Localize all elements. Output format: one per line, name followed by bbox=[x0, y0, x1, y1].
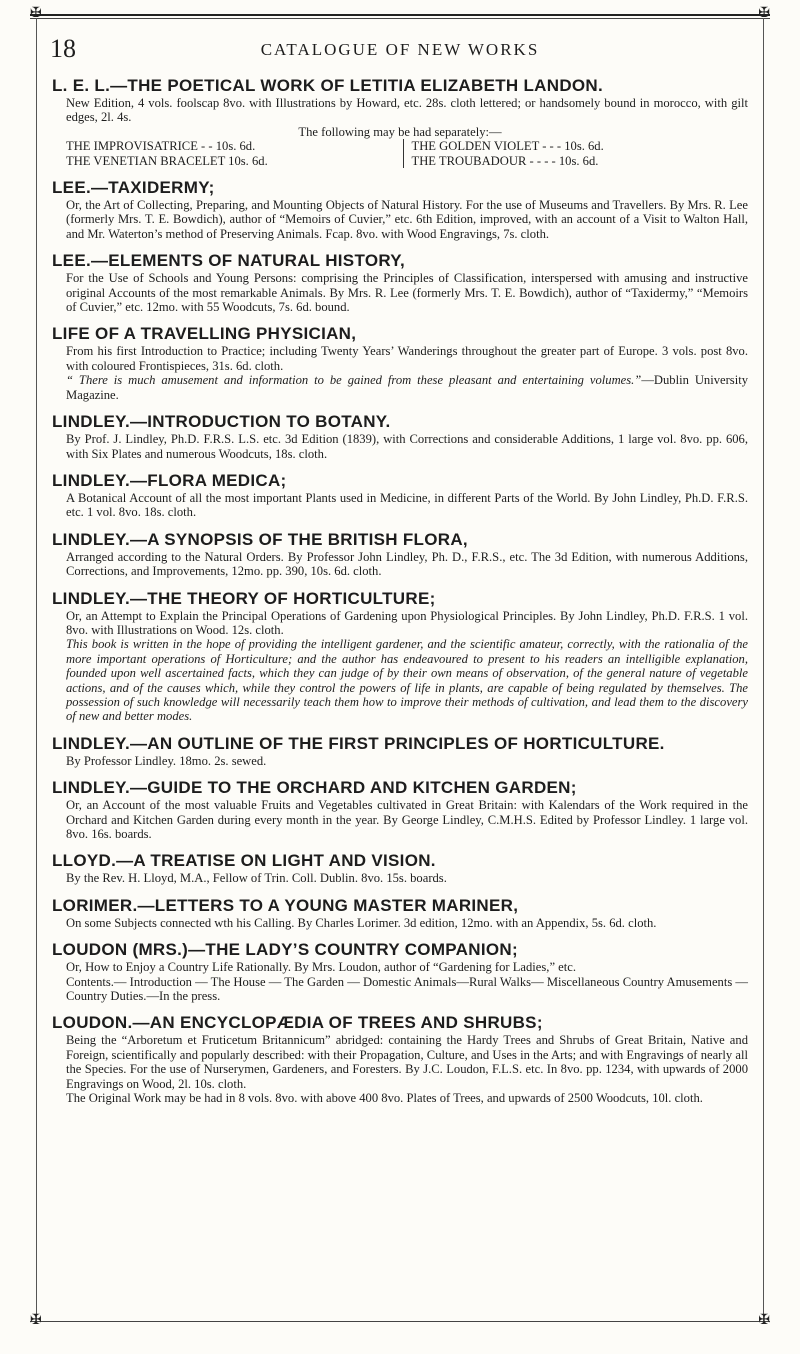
entry-heading: LINDLEY.—THE THEORY OF HORTICULTURE; bbox=[52, 588, 436, 608]
entry-description: Being the “Arboretum et Fruticetum Britannicum” abridged: containing the Hardy Trees and Shrubs of Great Britain, Native and Foreign, scientifically and popularly described: with their Propagation, Culture, and Uses in the Arts; and with Engravings of nearly all the Species. For the use of Nurserymen, Gardeners, and Foresters. By J.C. Loudon, F.L.S. etc. In 8vo. pp. 1234, with upwards of 2000 Engravings on Wood, 2l. 10s. cloth. bbox=[66, 1033, 748, 1091]
entry-heading: LEE.—ELEMENTS OF NATURAL HISTORY, bbox=[52, 251, 406, 271]
review-quote bbox=[66, 373, 748, 402]
quote-text: “ There is much amusement and information to be gained from these pleasant and entertaining volumes.” bbox=[66, 373, 642, 388]
catalogue-entry bbox=[52, 76, 748, 168]
entry-heading: LEE.—TAXIDERMY; bbox=[52, 178, 215, 198]
separately-title: The following may be had separately:— bbox=[298, 124, 502, 139]
entry-heading: LOUDON (MRS.)—THE LADY’S COUNTRY COMPANION; bbox=[52, 940, 518, 960]
top-border-inner-rule bbox=[30, 18, 770, 19]
entry-description: By the Rev. H. Lloyd, M.A., Fellow of Trin. Coll. Dublin. 8vo. 15s. boards. bbox=[66, 871, 447, 886]
separately-list bbox=[66, 139, 748, 168]
running-head: CATALOGUE OF NEW WORKS bbox=[260, 40, 540, 59]
entry-heading: LINDLEY.—A SYNOPSIS OF THE BRITISH FLORA, bbox=[52, 529, 468, 549]
entry-heading: LINDLEY.—INTRODUCTION TO BOTANY. bbox=[52, 412, 391, 432]
separate-item: THE TROUBADOUR - - - - 10s. 6d. bbox=[411, 153, 599, 168]
bottom-border-rule bbox=[30, 1321, 770, 1322]
entry-description: The Original Work may be had in 8 vols. 8vo. with above 400 8vo. Plates of Trees, and upwards of 2500 Woodcuts, 10l. cloth. bbox=[66, 1091, 703, 1106]
entry-description: On some Subjects connected wth his Calling. By Charles Lorimer. 3d edition, 12mo. with an Appendix, 5s. 6d. cloth. bbox=[66, 915, 657, 930]
catalogue-entry bbox=[52, 940, 748, 1003]
page-number: 18 bbox=[50, 34, 76, 63]
catalogue-entry bbox=[52, 851, 748, 885]
catalogue-entry bbox=[52, 1013, 748, 1105]
quote-source: —Dublin University Magazine. bbox=[66, 373, 748, 402]
catalogue-entry bbox=[52, 896, 748, 930]
catalogue-entry bbox=[52, 412, 748, 461]
entry-description: Or, the Art of Collecting, Preparing, and Mounting Objects of Natural History. For the use of Museums and Travellers. By Mrs. R. Lee (formerly Mrs. T. E. Bowdich), author of “Memoirs of Cuvier,” etc. 6th Edition, improved, with an account of a Visit to Walton Hall, and Mr. Waterton’s method of Preserving Animals. Fcap. 8vo. with Wood Engravings, 7s. cloth. bbox=[66, 198, 748, 241]
entry-description: Or, an Attempt to Explain the Principal Operations of Gardening upon Physiological Principles. By John Lindley, Ph.D. F.R.S. 1 vol. 8vo. with Illustrations on Wood. 12s. cloth. bbox=[66, 608, 748, 637]
entry-description: Or, How to Enjoy a Country Life Rationally. By Mrs. Loudon, author of “Gardening for Ladies,” etc. bbox=[66, 960, 577, 975]
entry-description: Arranged according to the Natural Orders. By Professor John Lindley, Ph. D., F.R.S., etc. The 3d Edition, with numerous Additions, Corrections, and Improvements, 12mo. pp. 390, 10s. 6d. cloth. bbox=[66, 549, 748, 579]
entry-heading: L. E. L.—THE POETICAL WORK OF LETITIA ELIZABETH LANDON. bbox=[52, 76, 604, 95]
entry-description: By Professor Lindley. 18mo. 2s. sewed. bbox=[66, 753, 267, 768]
entry-heading: LLOYD.—A TREATISE ON LIGHT AND VISION. bbox=[52, 851, 436, 871]
entry-description: For the Use of Schools and Young Persons: comprising the Principles of Classification, interspersed with amusing and instructive original Accounts of the most remarkable Animals. By Mrs. R. Lee (formerly Mrs. T. E. Bowdich), author of “Taxidermy,” “Memoirs of Cuvier,” etc. 12mo. with 55 Woodcuts, 7s. 6d. bound. bbox=[66, 271, 748, 315]
entry-contents: Contents.— Introduction — The House — The Garden — Domestic Animals—Rural Walks— Miscellaneous Country Amusements —Country Duties.—In the press. bbox=[66, 974, 748, 1004]
entry-heading: LINDLEY.—AN OUTLINE OF THE FIRST PRINCIPLES OF HORTICULTURE. bbox=[52, 733, 665, 753]
catalogue-entry bbox=[52, 471, 748, 520]
entry-heading: LIFE OF A TRAVELLING PHYSICIAN, bbox=[52, 324, 357, 344]
catalogue-entry bbox=[52, 530, 748, 579]
corner-ornament-icon: ✠ bbox=[30, 6, 42, 21]
entry-heading: LORIMER.—LETTERS TO A YOUNG MASTER MARINER, bbox=[52, 895, 519, 915]
top-border-rule bbox=[30, 14, 770, 16]
entry-heading: LINDLEY.—FLORA MEDICA; bbox=[52, 470, 287, 490]
entry-description: New Edition, 4 vols. foolscap 8vo. with Illustrations by Howard, etc. 28s. cloth lettered; or handsomely bound in morocco, with gilt edges, 2l. 4s. bbox=[66, 96, 748, 125]
separate-item: THE GOLDEN VIOLET - - - 10s. 6d. bbox=[411, 139, 604, 154]
entry-description: From his first Introduction to Practice; including Twenty Years’ Wanderings throughout the greater part of Europe. 3 vols. post 8vo. with coloured Frontispieces, 31s. 6d. cloth. bbox=[66, 344, 748, 373]
catalogue-entry bbox=[52, 178, 748, 241]
catalogue-entry bbox=[52, 324, 748, 402]
entry-description: By Prof. J. Lindley, Ph.D. F.R.S. L.S. etc. 3d Edition (1839), with Corrections and considerable Additions, 1 large vol. 8vo. pp. 606, with Six Plates and numerous Woodcuts, 18s. cloth. bbox=[66, 432, 748, 461]
catalogue-entry bbox=[52, 778, 748, 841]
separate-item: THE VENETIAN BRACELET 10s. 6d. bbox=[66, 153, 268, 168]
entry-heading: LINDLEY.—GUIDE TO THE ORCHARD AND KITCHEN GARDEN; bbox=[52, 778, 577, 798]
corner-ornament-icon: ✠ bbox=[758, 6, 770, 21]
separate-item: THE IMPROVISATRICE - - 10s. 6d. bbox=[66, 139, 256, 154]
corner-ornament-icon: ✠ bbox=[30, 1313, 42, 1328]
catalogue-entry bbox=[52, 251, 748, 314]
entry-italic-note: This book is written in the hope of providing the intelligent gardener, and the scientific amateur, correctly, with the rationalia of the more important operations of Horticulture; and the author has endeavoured to present to his readers an intelligible explanation, founded upon well ascertained facts, which they can judge of by their own means of observation, of the general nature of vegetable actions, and of the causes which, while they control the powers of life in plants, are capable of being regulated by themselves. The possession of such knowledge will necessarily teach them how to improve their methods of cultivation, and lead them to the discovery of new and better modes. bbox=[66, 637, 748, 724]
left-border-rule bbox=[36, 18, 37, 1321]
catalogue-entry bbox=[52, 589, 748, 724]
corner-ornament-icon: ✠ bbox=[758, 1313, 770, 1328]
right-border-rule bbox=[763, 18, 764, 1321]
catalogue-entries bbox=[52, 76, 748, 1115]
entry-description: Or, an Account of the most valuable Fruits and Vegetables cultivated in Great Britain: with Kalendars of the Work required in the Orchard and Kitchen Garden during every month in the year. By George Lindley, C.M.H.S. Edited by Professor Lindley. 1 large vol. 8vo. 16s. boards. bbox=[66, 798, 748, 841]
entry-heading: LOUDON.—AN ENCYCLOPÆDIA OF TREES AND SHRUBS; bbox=[52, 1013, 543, 1033]
catalogue-entry bbox=[52, 734, 748, 768]
entry-description: A Botanical Account of all the most important Plants used in Medicine, in different Parts of the World. By John Lindley, Ph.D. F.R.S. etc. 1 vol. 8vo. 18s. cloth. bbox=[66, 490, 748, 520]
